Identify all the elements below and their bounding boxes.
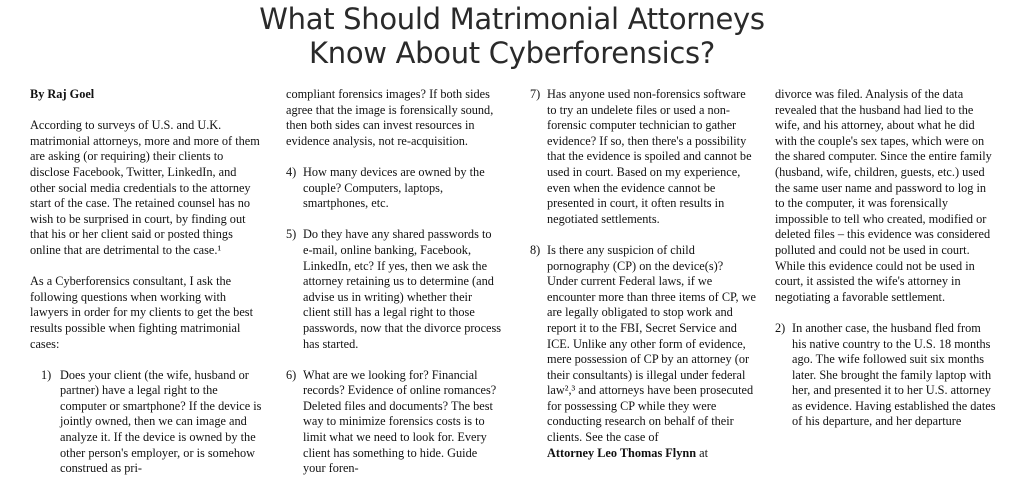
paragraph-intro: According to surveys of U.S. and U.K. matrimonial attorneys, more and more of them are asking (or requiring) their clients to disclose Facebook, Twitter, LinkedIn, and other social media credentials to the attorney start of the case. The retained counsel has no wish to be surprised in court, by finding out that his or her client said or posted things online that are detrimental to the case.¹ <box>30 118 260 257</box>
list-number: 4) <box>286 164 297 179</box>
column-3 <box>530 87 756 477</box>
list-number: 1) <box>41 367 52 382</box>
list-number: 7) <box>530 87 541 101</box>
paragraph-questions-intro: As a Cyberforensics consultant, I ask the following questions when working with lawyers in order for my clients to get the best results possible when fighting matrimonial cases: <box>30 274 253 351</box>
list-item-4 <box>286 165 502 212</box>
column-1 <box>30 87 262 492</box>
case-name-bold: Attorney Leo Thomas Flynn <box>547 445 697 460</box>
title-line-1: What Should Matrimonial Attorneys <box>259 2 765 36</box>
list-number: 6) <box>286 367 297 382</box>
article-title <box>0 2 1024 70</box>
title-line-2: Know About Cyberforensics? <box>309 36 715 70</box>
byline: By Raj Goel <box>30 87 95 101</box>
list-text: How many devices are owned by the couple? Computers, laptops, smartphones, etc. <box>303 164 485 211</box>
list-number: 8) <box>530 242 541 257</box>
list-text: In another case, the husband fled from his native country to the U.S. 18 months ago. The wife followed suit six months later. She brought the family laptop with her, and presented it to her U.S. attorney as evidence. Having established the dates of his departure, and her departure <box>792 320 996 429</box>
paragraph-continued: compliant forensics images? If both sides agree that the image is forensically sound, then both sides can invest resources in evidence analysis, not re-acquisition. <box>286 87 494 148</box>
list-item-7 <box>530 87 756 227</box>
list-item-1 <box>30 368 262 477</box>
list-number: 2) <box>775 320 786 335</box>
list-text-tail: at <box>696 445 709 460</box>
list-text: Do they have any shared passwords to e-mail, online banking, Facebook, LinkedIn, etc? If yes, then we ask the attorney retaining us to determine (and advise us in writing) whether their client still has a legal right to those passwords, now that the divorce process has started. <box>303 227 502 351</box>
list-item-8 <box>530 243 756 461</box>
list-text-main: Is there any suspicion of child pornography (CP) on the device(s)? Under current Federal laws, if we encounter more than three items of CP, we are legally obligated to stop work and report it to the FBI, Secret Service and ICE. Unlike any other form of evidence, mere possession of CP by an attorney (or their consultants) is illegal under federal law²,³ and attorneys have been prosecuted for possessing CP while they were conducting research on behalf of their clients. See the case of <box>547 242 756 445</box>
list-number: 5) <box>286 227 297 242</box>
column-2 <box>286 87 502 492</box>
list-text: What are we looking for? Financial records? Evidence of online romances? Deleted files and documents? The best way to minimize forensics costs is to limit what we need to look for. Every client has something to hide. Guide your foren- <box>303 367 497 476</box>
paragraph-continued: divorce was filed. Analysis of the data revealed that the husband had lied to the wife, and his attorney, about what he did with the couple's sex tapes, which were on the shared computer. Since the entire family (husband, wife, children, guests, etc.) used the same user name and password to log in to the computer, it was forensically impossible to tell who created, modified or deleted files – this evidence was considered polluted and could not be used in court. While this evidence could not be used in court, it assisted the wife's attorney in negotiating a favorable settlement. <box>775 87 992 304</box>
list-text <box>547 243 756 461</box>
list-item-2 <box>775 321 997 430</box>
column-4 <box>775 87 997 446</box>
list-item-5 <box>286 227 502 352</box>
list-text: Has anyone used non-forensics software to try an undelete files or used a non-forensic computer technician to gather evidence? If so, then there's a possibility that the evidence is spoiled and cannot be used in court. Based on my experience, even when the evidence cannot be presented in court, it often results in negotiated settlements. <box>547 87 752 226</box>
list-item-6 <box>286 368 502 477</box>
list-text: Does your client (the wife, husband or partner) have a legal right to the computer or smartphone? If the device is jointly owned, then we can image and analyze it. If the device is owned by the other person's employer, or is somehow construed as pri- <box>60 367 262 476</box>
